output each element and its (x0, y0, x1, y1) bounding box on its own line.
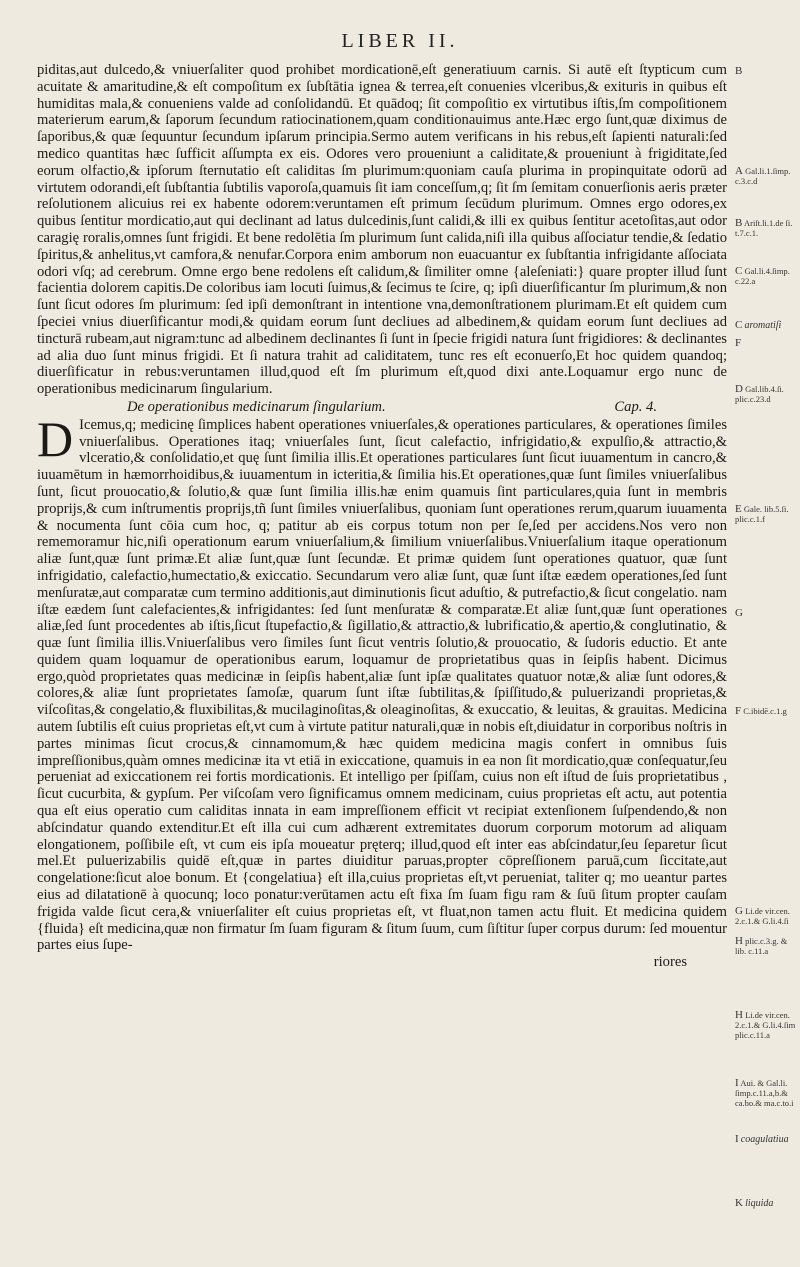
margin-note: F C.ibidē.c.1.g (735, 705, 787, 717)
chapter-title: De operationibus medicinarum ſingularium. (127, 398, 386, 415)
margin-note: E Gale. lib.5.ſi. plic.c.1.f (735, 503, 789, 524)
margin-note: B (735, 65, 743, 77)
margin-note: C aromatiſi (735, 319, 782, 331)
paragraph-1: piditas,aut dulcedo,& vniuerſaliter quod prohibet mordicationē,eſt generatiuum carnis. Si autē eſt ſtypticum cum acuitate & amaritudine,& eſt compoſitum ex ſubſtātia ignea & terrea,eſt conuenies vlceribus,& exituris in quibus eſt humiditas mala,& conueniens valde ad conſolidandū. Et quādoq; ſit compoſitio ex virtutibus iſtis,ſm compoſitionem materierum earum,& ſaporum ſecundum ratiocinationem,quam conditionauimus ante.Hæc ergo ſunt,quæ diximus de ſaporibus,& quæ ſequuntur ſecundum ipſarum principia.Sermo autem verificans in his rebus,eſt ſapienti naturali:ſed medico quantitas hæc ſufficit aſſumpta ex eis. Odores vero proueniunt a caliditate,& proueniunt à frigiditate,ſed eorum olfactio,& ipſorum ſternutatio eſt caliditas ſm plurimum:quoniam cauſa plurima in propinquitate odorū ad virtutem odorandi,eſt ſubſtantia ſubtilis vaporoſa,quamuis ſit iam conceſſum,q; ſit ſm ſemitam conuerſionis aeris præter reſolutionem alicuius rei ex habente odorem:veruntamen eſt primum ſecūdum plurimum. Omnes ergo odores,ex quibus ſentitur mordicatio,aut qui declinant ad latus dulcedinis,ſunt calidi,& illi ex quibus ſentitur acetoſitas,aut odor caragię roralis,omnes ſunt frigidi. Et bene redolētia ſm plurimum ſunt calida,niſi illa quibus aſſociatur tendie,& ſedatio ſpiritus,& anhelitus,vt camfora,& nenufar.Corpora enim amborum non euacuantur ex ſubſtantia infrigidante aſſociata odori vſq; ad cerebrum. Omne ergo bene redolens eſt calidum,& ſimiliter omne {aleſeniati:} quare propter illud ſunt facientia dolorem capitis.De coloribus iam locuti ſuimus,& ſecimus te ſcire, q; ipſi diuerſificantur ſm plurimum,& non ſunt ſicut odores ſm plurimum: ſed ipſi demonſtrant in intentione vna,demonſtrationem plurimam.Et eſt quidem cum ſpeciei vnius diuerſificantur modi,& quidam eorum ſunt decliues ad albedinem,& quidam eorum ſunt decliues ad tincturā rubeam,aut nigram:tunc ad albedinem declinantes ſi ſunt in ſpecie frigidi natura ſunt frigidiores: & declinantes ad alia duo ſunt minus frigidi. Et ſi natura trahit ad caliditatem, tunc res eſt econuerſo,Et hoc quidem quandoq; diuerſificatur in rebus:veruntamen illud,quod eſt ſm plurimum eſt,quod dixi ante.Loquamur ergo nunc de operationibus medicinarum ſingularium. (37, 62, 727, 398)
margin-note: F (735, 337, 742, 349)
paragraph-2-text: Icemus,q; medicinę ſimplices habent operationes vniuerſales,& operationes particulares, & operationes ſimiles vniuerſalibus. Operationes itaq; vniuerſales ſunt, ſicut calefactio, infrigidatio,& expulſio,& attractio,& vlceratio,& conſolidatio,et quę ſunt ſimilia illis.Et operationes particulares ſunt ſicut iuuamentum in cancro,& iuuamētum in hæmorrhoidibus,& iuuamentum in icteritia,& ſimilia his.Et operationes,quæ ſunt ſimiles vniuerſalibus ſunt, ſicut prouocatio,& ſolutio,& quæ ſunt ſimilia illis.hæ enim quamuis ſint particulares,quia ſunt in membris proprijs,& cum inſtrumentis proprijs,tñ ſunt ſimiles vniuerſalibus, quoniam ſunt operationes rerum,quarum iuuamenta & nocumenta ſunt cōia cum hoc, q; patitur ab eis corpus totum non per ſe,ſed per accidens.Nos vero non rememoramur hic,niſi operationum earum vniuerſalium,& ſimilium vniuerſalibus.Vniuerſalium itaque operationum aliæ ſunt,quæ ſunt primæ.Et aliæ ſunt,quæ ſunt ſecundæ. Et primæ quidem ſunt operationes quatuor, quæ ſunt infrigidatio, calefactio,humectatio,& exiccatio. Secundarum vero aliæ ſunt, quæ ſunt iſtæ eædem operationes,ſed ſunt menſuratæ,aut comparatæ cum termino additionis,aut diminutionis ſicut aduſtio, & putrefactio,& ſicut congelatio. nam iſtæ eædem ſunt calefacientes,& infrigidantes: ſed ſunt menſuratæ & comparatæ.Et aliæ ſunt,quæ ſunt operationes aliæ,ſed ſunt procedentes ab iſtis,ſicut ſtupefactio,& ſigillatio,& attractio,& lubrificatio,& apertio,& conglutinatio, & quæ ſunt ſimilia illis.Vniuerſalibus vero ſimiles ſunt ſicut ventris ſolutio,& prouocatio, & ſudoris eductio. Et ante quidem quam loquamur de operationibus earum, loquamur de proprietatibus quas in ſeipſis habent. Dicimus ergo,quòd proprietates quas medicinæ in ſeipſis habent,aliæ ſunt ipſæ qualitates quatuor notæ,& aliæ ſunt odores,& colores,& aliæ ſunt proprietates ſamoſæ, quarum ſunt iſtæ ſubtilitas,& ſpiſſitudo,& puluerizandi proprietas,& viſcoſitas,& congelatio,& fluxibilitas,& mucilaginoſitas,& oleaginoſitas, & exuccatio, & leuitas, & grauitas. Medicina autem ſubtilis eſt cuius proprietas eſt,vt cum à virtute patitur naturali,quæ in nobis eſt,diuidatur in corporibus noſtris in partes minimas ſicut crocus,& cinnamomum,& hæc quidem medicina magis confert in omnibus ſuis impreſſionibus,quàm omnes medicinæ ita vt etiā in exiccatione, quamuis in ea non ſit mordicatio,quæ conſequatur,ſeu perueniat ad exiccationem rei fortis mordicationis. Et intelligo per ſpiſſam, cuius non eſt iſtud de ſuis proprietatibus , ſicut cucurbita, & gypſum. Per viſcoſam vero ſignificamus omnem medicinam, cuius proprietas eſt actu, aut potentia qua eſt eius operatio cum caliditas innata in eam impreſſionem efficit vt recipiat extenſionem ſuſpendendo,& non abſcindatur quando extenditur.Et eſt illa cui cum adhærent extremitates duorum corporum motorum ad aliquam elongationem, poſſibile eſt, vt cum eis ipſa moueatur pręterq; illud,quod eſt inter eas abſcindatur,ſeu ſeparetur ſicut mel.Et puluerizabilis quidē eſt,quæ in partes diuiditur paruas,propter cōpreſſionem paruā,cum ſiccitate,aut congelatione:ſicut aloe bonum. Et {congelatiua} eſt illa,cuius proprietas eſt,vt perueniat, taliter q; mo ueantur partes eius ad dilatationē à quocunq; loco ponatur:verūtamen actu eſt fixa ſm ſuam figu ram & ſuū ſitum propter cauſam frigida valde ſicut cera,& vniuerſaliter eſt cuius proprietas eſt, vt fluat,non tamen actu fluit. Et medicina quidem {fluida} eſt medicina,quæ non firmatur ſm ſuam figuram & ſitum ſuum, cum ſiſtitur ſuper corpus durum: ſed mouentur partes eius ſupe- (37, 416, 727, 954)
drop-cap: D (37, 410, 74, 467)
running-title: LIBER II. (341, 30, 459, 52)
paragraph-2 (37, 410, 727, 955)
margin-note: G Li.de vir.cen. 2.c.1.& G.li.4.ſi (735, 905, 790, 926)
margin-note: C Gal.li.4.ſimp. c.22.a (735, 265, 790, 286)
catchword: riores (653, 954, 687, 971)
margin-note: I coagulatiua (735, 1133, 789, 1145)
margin-note: H Li.de vir.cen. 2.c.1.& G.li.4.ſim plic.c.11.a (735, 1009, 796, 1040)
text-body (37, 62, 727, 971)
margin-note: A Gal.li.1.ſimp. c.3.c.d (735, 165, 791, 186)
margin-note: H plic.c.3.g. & lib. c.11.a (735, 935, 788, 956)
margin-note: G (735, 607, 743, 619)
chapter-number: Cap. 4. (614, 398, 657, 415)
margin-note: I Aui. & Gal.li. ſimp.c.11.a,b.& ca.bo.& ma.c.to.i (735, 1077, 794, 1108)
margin-note: K liquida (735, 1197, 774, 1209)
margin-note: D Gal.lib.4.ſi. plic.c.23.d (735, 383, 784, 404)
margin-note: B Ariſt.li.1.de ſi. t.7.c.1. (735, 217, 793, 238)
chapter-caption (37, 399, 727, 416)
